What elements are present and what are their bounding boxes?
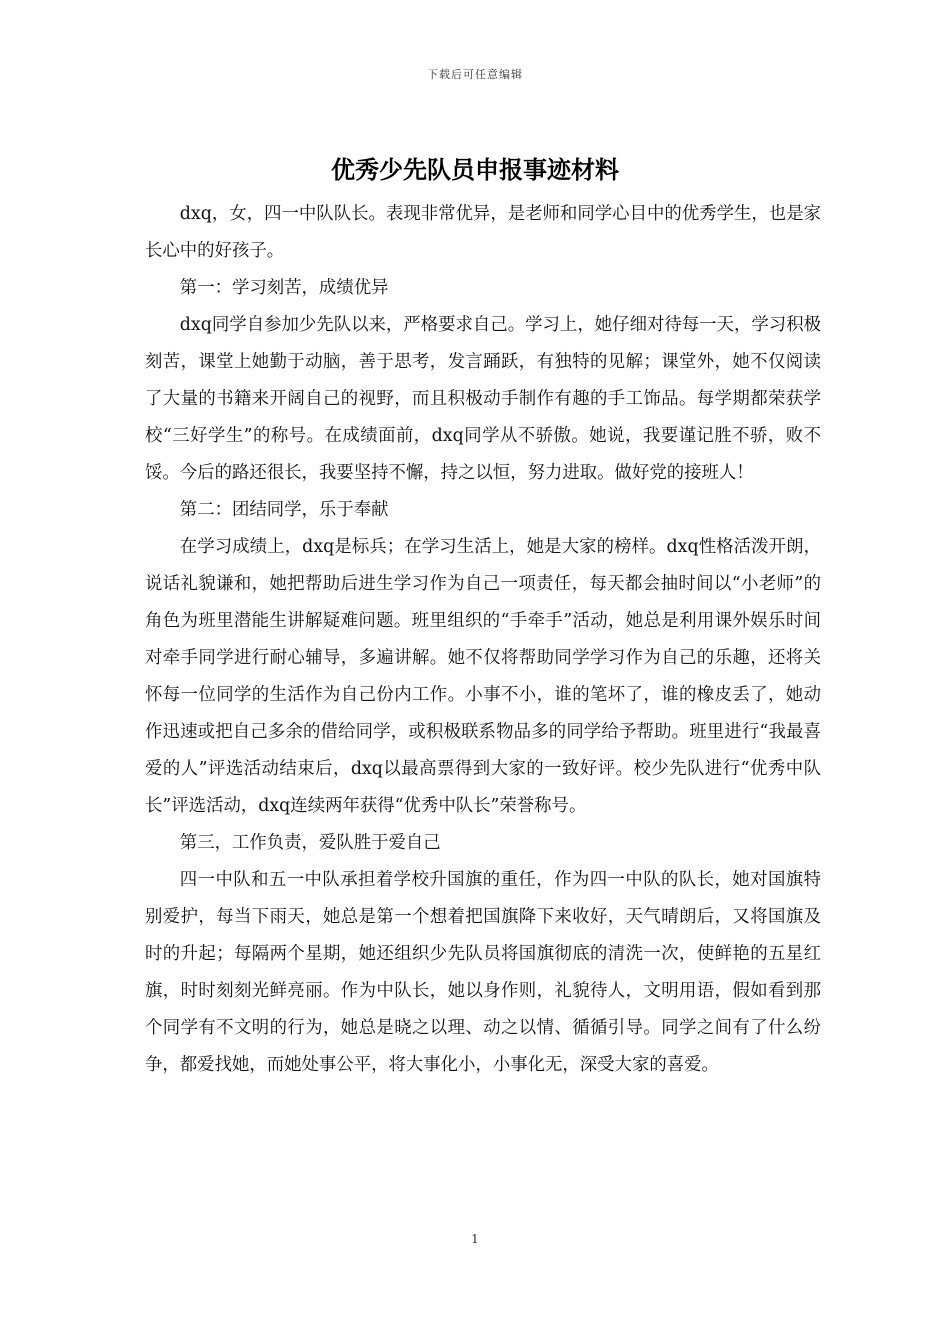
section-heading-3: 第三，工作负责，爱队胜于爱自己 xyxy=(179,833,441,853)
section-heading-2: 第二：团结同学，乐于奉献 xyxy=(179,500,389,520)
page-number: 1 xyxy=(471,1232,479,1246)
document-title: 优秀少先队员申报事迹材料 xyxy=(331,156,619,184)
section-paragraph-3: 四一中队和五一中队承担着学校升国旗的重任，作为四一中队的队长，她对国旗特别爱护，每当下雨天，她总是第一个想着把国旗降下来收好，天气晴朗后，又将国旗及时的升起；每隔两个星期，她还组织少先队员将国旗彻底的清洗一次，使鲜艳的五星红旗，时时刻刻光鲜亮丽。作为中队长，她以身作则，礼貌待人，文明用语，假如看到那个同学有不文明的行为，她总是晓之以理、动之以情、循循引导。同学之间有了什么纷争，都爱找她，而她处事公平，将大事化小，小事化无，深受大家的喜爱。 xyxy=(145,870,821,1075)
document-body xyxy=(145,196,821,1084)
section-heading-1: 第一：学习刻苦，成绩优异 xyxy=(179,278,389,298)
section-paragraph-1: dxq同学自参加少先队以来，严格要求自己。学习上，她仔细对待每一天，学习积极刻苦，课堂上她勤于动脑，善于思考，发言踊跃，有独特的见解；课堂外，她不仅阅读了大量的书籍来开阔自己的视野，而且积极动手制作有趣的手工饰品。每学期都荣获学校“三好学生”的称号。在成绩面前，dxq同学从不骄傲。她说，我要谨记胜不骄，败不馁。今后的路还很长，我要坚持不懈，持之以恒，努力进取。做好党的接班人！ xyxy=(145,315,821,483)
page-header-note: 下载后可任意编辑 xyxy=(427,68,523,81)
intro-paragraph: dxq，女，四一中队队长。表现非常优异，是老师和同学心目中的优秀学生，也是家长心中的好孩子。 xyxy=(145,204,821,261)
section-paragraph-2: 在学习成绩上，dxq是标兵；在学习生活上，她是大家的榜样。dxq性格活泼开朗，说话礼貌谦和，她把帮助后进生学习作为自己一项责任，每天都会抽时间以“小老师”的角色为班里潜能生讲解疑难问题。班里组织的“手牵手”活动，她总是利用课外娱乐时间对牵手同学进行耐心辅导，多遍讲解。她不仅将帮助同学学习作为自己的乐趣，还将关怀每一位同学的生活作为自己份内工作。小事不小，谁的笔坏了，谁的橡皮丢了，她动作迅速或把自己多余的借给同学，或积极联系物品多的同学给予帮助。班里进行“我最喜爱的人”评选活动结束后，dxq以最高票得到大家的一致好评。校少先队进行“优秀中队长”评选活动，dxq连续两年获得“优秀中队长”荣誉称号。 xyxy=(145,537,821,816)
